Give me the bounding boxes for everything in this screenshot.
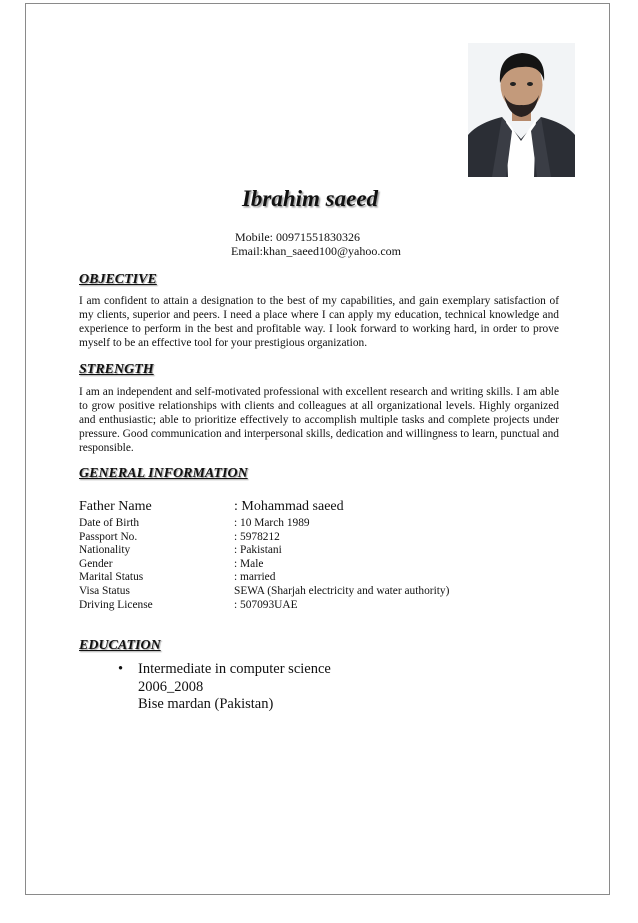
- general-information-table: [79, 497, 559, 612]
- info-value: : 507093UAE: [234, 598, 298, 611]
- info-row-visa-status: [79, 585, 559, 599]
- portrait-photo-icon: [468, 43, 575, 177]
- bullet-icon: •: [118, 661, 124, 677]
- objective-text: I am confident to attain a designation to the best of my capabilities, and gain exemplary satisfaction of my clients, superior and peers. I need a place where I can apply my education, technical knowledge and experience to perform in the best and profitable way. I look forward to working hard, in order to prove myself to be an effective tool for your prestigious organization.: [79, 295, 559, 349]
- info-row-marital-status: [79, 571, 559, 585]
- info-value: : Pakistani: [234, 544, 282, 557]
- info-row-nationality: [79, 544, 559, 558]
- info-label: Gender: [79, 557, 113, 570]
- info-label: Passport No.: [79, 530, 138, 543]
- candidate-name: Ibrahim saeed: [241, 186, 379, 211]
- info-label: Nationality: [79, 544, 131, 557]
- education-title: Intermediate in computer science: [138, 661, 331, 677]
- info-value: : Male: [234, 557, 264, 570]
- contact-email: Email:khan_saeed100@yahoo.com: [231, 244, 402, 258]
- info-value: : married: [234, 571, 276, 584]
- education-years: 2006_2008: [138, 678, 204, 695]
- strength-heading: STRENGTH: [79, 362, 154, 377]
- profile-photo: [468, 43, 575, 177]
- objective-heading: OBJECTIVE: [79, 272, 157, 287]
- info-row-gender: [79, 558, 559, 572]
- info-value: SEWA (Sharjah electricity and water authority): [234, 584, 450, 597]
- info-value: : 10 March 1989: [234, 517, 310, 529]
- info-row-date-of-birth: [79, 517, 559, 531]
- general-information-heading: GENERAL INFORMATION: [79, 466, 248, 481]
- education-board: Bise mardan (Pakistan): [138, 696, 274, 712]
- info-row-father-name: [79, 497, 559, 517]
- info-value: : 5978212: [234, 530, 280, 543]
- contact-mobile: Mobile: 00971551830326: [235, 230, 360, 244]
- info-row-passport: [79, 531, 559, 545]
- strength-text: I am an independent and self-motivated professional with excellent research and writing skills. I am able to grow positive relationships with clients and colleagues at all organizational levels. Highly organized and enthusiastic; able to prioritize effectively to accomplish multiple tasks and complete projects under pressure. Good communication and interpersonal skills, dedication and willingness to learn, punctual and responsible.: [79, 386, 559, 454]
- info-value: : Mohammad saeed: [234, 499, 344, 514]
- list-item: [118, 661, 331, 714]
- info-label: Marital Status: [79, 571, 144, 584]
- info-label: Date of Birth: [79, 517, 140, 529]
- info-row-driving-license: [79, 599, 559, 613]
- info-label: Driving License: [79, 598, 153, 611]
- info-label: Father Name: [79, 499, 152, 514]
- education-heading: EDUCATION: [79, 638, 161, 653]
- info-label: Visa Status: [79, 584, 130, 597]
- education-list: [118, 661, 331, 714]
